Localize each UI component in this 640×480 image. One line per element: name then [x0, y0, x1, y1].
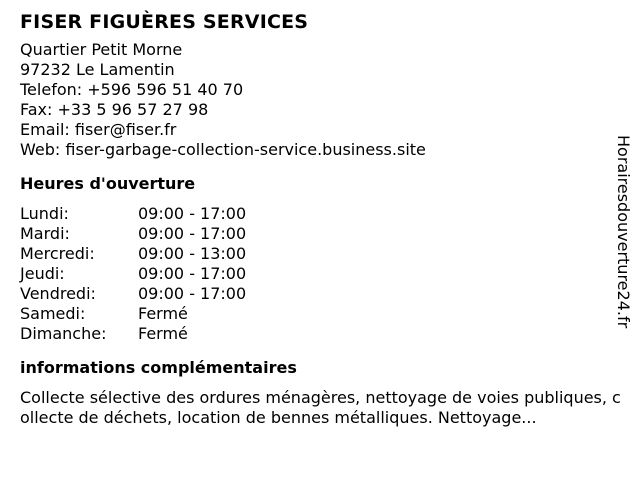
day-label: Jeudi:	[20, 264, 65, 283]
hours-title: Heures d'ouverture	[20, 174, 196, 193]
web-line[interactable]: Web: fiser-garbage-collection-service.business.site	[20, 140, 426, 159]
address-city: 97232 Le Lamentin	[20, 60, 175, 79]
fax-line: Fax: +33 5 96 57 27 98	[20, 100, 209, 119]
time-value: 09:00 - 17:00	[138, 284, 247, 303]
hours-table	[20, 204, 620, 344]
phone-line: Telefon: +596 596 51 40 70	[20, 80, 244, 99]
time-value: Fermé	[138, 324, 188, 343]
day-label: Mercredi:	[20, 244, 95, 263]
hours-row-tuesday	[20, 224, 620, 244]
hours-row-friday	[20, 284, 620, 304]
info-title: informations complémentaires	[20, 358, 297, 377]
time-value: 09:00 - 13:00	[138, 244, 247, 263]
email-line[interactable]: Email: fiser@fiser.fr	[20, 120, 177, 139]
day-label: Dimanche:	[20, 324, 107, 343]
day-label: Samedi:	[20, 304, 86, 323]
day-label: Mardi:	[20, 224, 70, 243]
time-value: 09:00 - 17:00	[138, 204, 247, 223]
site-watermark: Horairesdouverture24.fr	[614, 135, 633, 329]
time-value: Fermé	[138, 304, 188, 323]
address-street: Quartier Petit Morne	[20, 40, 183, 59]
business-card	[20, 10, 620, 428]
day-label: Lundi:	[20, 204, 69, 223]
hours-row-thursday	[20, 264, 620, 284]
day-label: Vendredi:	[20, 284, 96, 303]
hours-row-saturday	[20, 304, 620, 324]
info-description: Collecte sélective des ordures ménagères, nettoyage de voies publiques, collecte de déchets, location de bennes métalliques. Nettoyage...	[20, 388, 621, 427]
time-value: 09:00 - 17:00	[138, 264, 247, 283]
time-value: 09:00 - 17:00	[138, 224, 247, 243]
business-name: FISER FIGUÈRES SERVICES	[20, 11, 309, 33]
hours-row-sunday	[20, 324, 620, 344]
contact-block	[20, 40, 620, 160]
hours-row-wednesday	[20, 244, 620, 264]
hours-row-monday	[20, 204, 620, 224]
